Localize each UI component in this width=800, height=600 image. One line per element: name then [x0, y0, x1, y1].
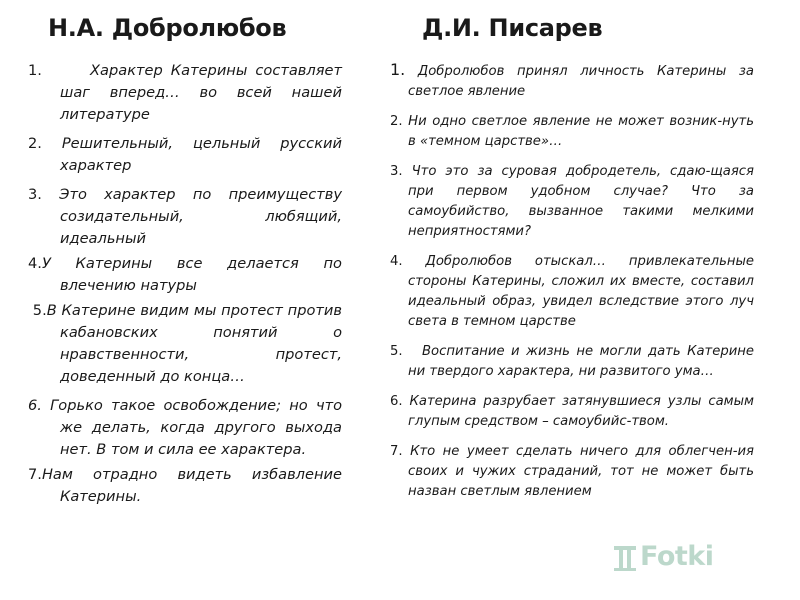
pisarev-heading: Д.И. Писарев: [422, 14, 603, 42]
dobrolyubov-item-7: [28, 464, 342, 508]
fotki-watermark-text: Fotki: [640, 541, 714, 572]
item-text: В Катерине видим мы протест против кабановских понятий о нравственности, протест, доведенный до конца…: [46, 302, 342, 385]
item-text: Воспитание и жизнь не могли дать Катерине ни твердого характера, ни развитого ума…: [408, 344, 754, 379]
item-number: 7.: [390, 444, 403, 459]
pisarev-item-1: [390, 60, 754, 102]
item-number: 7.: [28, 466, 42, 483]
item-text: Добролюбов отыскал… привлекательные стороны Катерины, сложил их вместе, составил идеальный образ, увидел вследствие этого луч света в темном царстве: [408, 254, 754, 329]
item-text: Нам отрадно видеть избавление Катерины.: [41, 466, 342, 505]
item-number: 6.: [28, 397, 42, 414]
item-text: Характер Катерины составляет шаг вперед… во всей нашей литературе: [60, 62, 342, 123]
dobrolyubov-item-1: [28, 60, 342, 126]
item-number: 2.: [390, 114, 403, 129]
item-number: 5.: [390, 344, 403, 359]
pisarev-item-4: [390, 252, 754, 332]
pisarev-item-3: [390, 162, 754, 242]
dobrolyubov-heading: Н.А. Добролюбов: [48, 14, 287, 42]
dobrolyubov-item-4: [28, 253, 342, 297]
fotki-logo-icon: [612, 543, 638, 573]
pisarev-item-7: [390, 442, 754, 502]
item-number: 1.: [390, 60, 406, 79]
dobrolyubov-item-2: [28, 133, 342, 177]
item-text: У Катерины все делается по влечению натуры: [41, 255, 342, 294]
dobrolyubov-item-3: [28, 184, 342, 250]
item-text: Ни одно светлое явление не может возник-нуть в «темном царстве»…: [408, 114, 754, 149]
item-text: Решительный, цельный русский характер: [60, 135, 342, 174]
item-number: 4.: [390, 254, 403, 269]
item-number: 5.: [32, 302, 47, 319]
pisarev-item-2: [390, 112, 754, 152]
item-text: Горько такое освобождение; но что же делать, когда другого выхода нет. В том и сила ее характера.: [50, 397, 342, 458]
item-text: Добролюбов принял личность Катерины за светлое явление: [408, 64, 754, 99]
pisarev-item-6: [390, 392, 754, 432]
item-number: 1.: [28, 62, 42, 79]
fotki-watermark: [612, 540, 768, 576]
dobrolyubov-column: [28, 60, 342, 515]
pisarev-column: [390, 60, 754, 512]
item-text: Кто не умеет сделать ничего для облегчен-ия своих и чужих страданий, тот не может быть назван светлым явлением: [408, 444, 754, 499]
item-number: 3.: [390, 164, 403, 179]
item-text: Что это за суровая добродетель, сдаю-щаяся при первом удобном случае? Что за самоубийство, вызванное такими мелкими неприятностями?: [408, 164, 754, 239]
item-number: 2.: [28, 135, 42, 152]
dobrolyubov-item-5: [28, 300, 342, 388]
item-number: 6.: [390, 394, 403, 409]
dobrolyubov-item-6: [28, 395, 342, 461]
item-text: Это характер по преимуществу созидательный, любящий, идеальный: [59, 186, 342, 247]
item-number: 3.: [28, 186, 42, 203]
item-number: 4.: [28, 255, 42, 272]
item-text: Катерина разрубает затянувшиеся узлы самым глупым средством – самоубийс-твом.: [408, 394, 754, 429]
pisarev-item-5: [390, 342, 754, 382]
